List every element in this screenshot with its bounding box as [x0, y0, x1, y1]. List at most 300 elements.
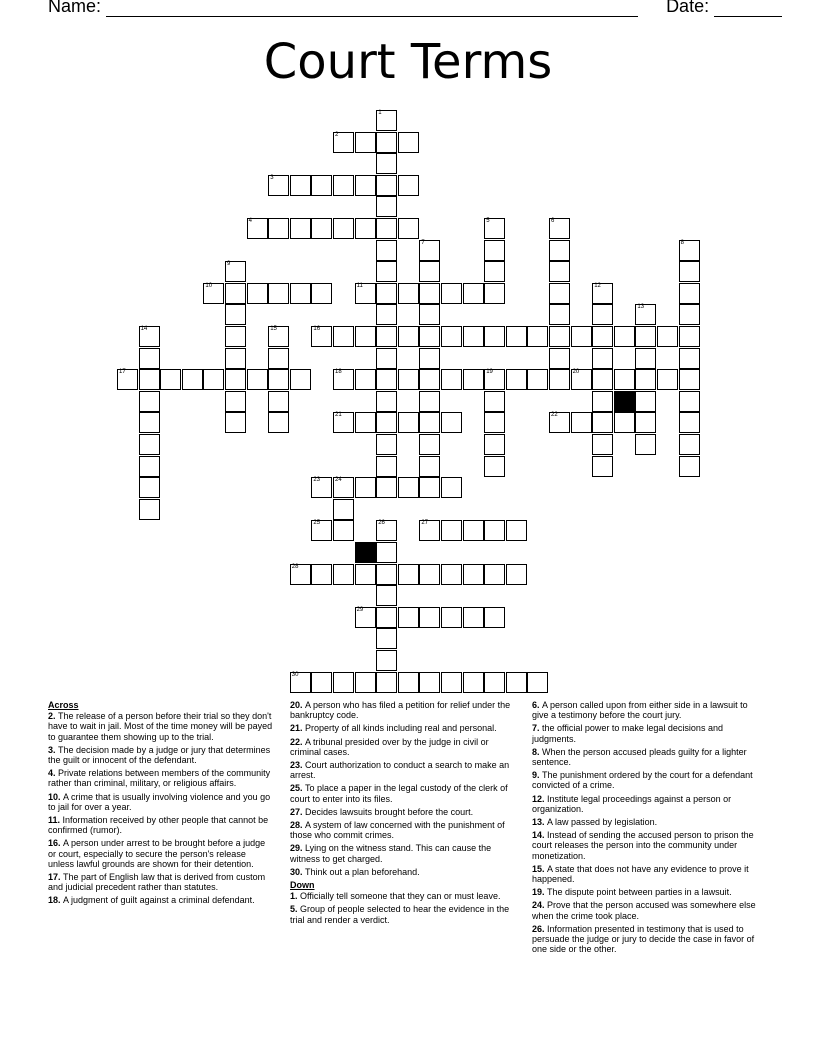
- clue-text: The dispute point between parties in a lawsuit.: [547, 887, 732, 898]
- grid-cell[interactable]: [592, 369, 613, 390]
- grid-cell[interactable]: [419, 240, 440, 261]
- grid-cell[interactable]: [225, 326, 246, 347]
- grid-cell[interactable]: [376, 304, 397, 325]
- clue-number: 6.: [532, 700, 543, 710]
- grid-cell[interactable]: [311, 520, 332, 541]
- grid-cell[interactable]: [333, 369, 354, 390]
- grid-cell[interactable]: [203, 283, 224, 304]
- name-label: Name:: [48, 0, 102, 16]
- down-clue: [532, 794, 764, 814]
- across-clue: [290, 723, 522, 733]
- grid-cell[interactable]: [679, 304, 700, 325]
- grid-cell[interactable]: [441, 283, 462, 304]
- grid-cell[interactable]: [355, 175, 376, 196]
- grid-cell[interactable]: [419, 326, 440, 347]
- grid-cell[interactable]: [441, 564, 462, 585]
- clue-number: 12.: [532, 793, 548, 804]
- across-clue: [290, 867, 522, 877]
- grid-cell[interactable]: [679, 240, 700, 261]
- clue-number: 18.: [48, 895, 64, 906]
- grid-cell[interactable]: [506, 326, 527, 347]
- clue-number: 22: [551, 412, 558, 419]
- grid-cell[interactable]: [355, 218, 376, 239]
- clue-number: 15.: [532, 863, 548, 874]
- grid-cell[interactable]: [355, 369, 376, 390]
- down-clue: [532, 817, 764, 827]
- grid-cell[interactable]: [333, 477, 354, 498]
- grid-cell[interactable]: [635, 434, 656, 455]
- clue-number: 27: [421, 520, 429, 527]
- grid-cell[interactable]: [355, 412, 376, 433]
- down-clue: [532, 924, 764, 955]
- black-cell: [614, 391, 635, 412]
- across-clue: [48, 711, 274, 742]
- grid-cell[interactable]: [484, 326, 505, 347]
- grid-cell[interactable]: [419, 434, 440, 455]
- grid-cell[interactable]: [376, 218, 397, 239]
- grid-cell[interactable]: [398, 607, 419, 628]
- down-clue: [290, 891, 522, 901]
- across-clue: [48, 895, 274, 905]
- grid-cell[interactable]: [463, 283, 484, 304]
- grid-cell[interactable]: [376, 520, 397, 541]
- clue-number: 6: [551, 218, 555, 224]
- grid-cell[interactable]: [484, 607, 505, 628]
- down-clue: [532, 723, 764, 743]
- clues-column-3: [532, 700, 764, 957]
- clue-number: 17: [119, 369, 126, 376]
- grid-cell[interactable]: [398, 218, 419, 239]
- grid-cell[interactable]: [311, 218, 332, 239]
- clue-number: 28: [291, 563, 299, 570]
- grid-cell[interactable]: [139, 412, 160, 433]
- clue-number: 17.: [48, 872, 64, 883]
- grid-cell[interactable]: [376, 196, 397, 217]
- clue-number: 25: [313, 520, 321, 527]
- grid-cell[interactable]: [679, 261, 700, 282]
- grid-cell[interactable]: [441, 607, 462, 628]
- across-clue: [48, 745, 274, 765]
- grid-cell[interactable]: [441, 412, 462, 433]
- grid-cell[interactable]: [376, 240, 397, 261]
- grid-cell[interactable]: [419, 304, 440, 325]
- grid-cell[interactable]: [419, 261, 440, 282]
- grid-cell[interactable]: [290, 564, 311, 585]
- clue-number: 2.: [48, 711, 59, 722]
- grid-cell[interactable]: [419, 607, 440, 628]
- grid-cell[interactable]: [376, 672, 397, 693]
- clue-number: 14: [140, 326, 148, 332]
- grid-cell[interactable]: [247, 218, 268, 239]
- grid-cell[interactable]: [441, 477, 462, 498]
- grid-cell[interactable]: [355, 564, 376, 585]
- across-clue: [48, 792, 274, 812]
- grid-cell[interactable]: [635, 391, 656, 412]
- clue-number: 30: [291, 671, 299, 678]
- clue-number: 19: [486, 369, 493, 376]
- grid-cell[interactable]: [419, 456, 440, 477]
- name-field[interactable]: [106, 0, 638, 17]
- grid-cell[interactable]: [679, 434, 700, 455]
- grid-cell[interactable]: [441, 369, 462, 390]
- grid-cell[interactable]: [376, 628, 397, 649]
- grid-cell[interactable]: [463, 369, 484, 390]
- grid-cell[interactable]: [463, 520, 484, 541]
- grid-cell[interactable]: [247, 283, 268, 304]
- grid-cell[interactable]: [376, 434, 397, 455]
- grid-cell[interactable]: [268, 326, 289, 347]
- across-clue: [48, 768, 274, 788]
- grid-cell[interactable]: [268, 175, 289, 196]
- grid-cell[interactable]: [679, 283, 700, 304]
- grid-cell[interactable]: [139, 456, 160, 477]
- grid-cell[interactable]: [398, 477, 419, 498]
- clue-number: 23.: [290, 760, 306, 771]
- grid-cell[interactable]: [506, 564, 527, 585]
- grid-cell[interactable]: [419, 369, 440, 390]
- clue-number: 24: [335, 477, 342, 484]
- grid-cell[interactable]: [592, 283, 613, 304]
- clue-number: 26: [378, 520, 385, 527]
- clue-number: 4: [248, 218, 252, 224]
- grid-cell[interactable]: [571, 412, 592, 433]
- grid-cell[interactable]: [419, 672, 440, 693]
- grid-cell[interactable]: [463, 607, 484, 628]
- grid-cell[interactable]: [247, 369, 268, 390]
- grid-cell[interactable]: [549, 240, 570, 261]
- grid-cell[interactable]: [139, 348, 160, 369]
- grid-cell[interactable]: [463, 564, 484, 585]
- grid-cell[interactable]: [463, 326, 484, 347]
- grid-cell[interactable]: [376, 391, 397, 412]
- grid-cell[interactable]: [225, 412, 246, 433]
- grid-cell[interactable]: [657, 326, 678, 347]
- grid-cell[interactable]: [419, 412, 440, 433]
- grid-cell[interactable]: [419, 477, 440, 498]
- grid-cell[interactable]: [679, 326, 700, 347]
- grid-cell[interactable]: [311, 175, 332, 196]
- grid-cell[interactable]: [311, 564, 332, 585]
- grid-cell[interactable]: [268, 283, 289, 304]
- grid-cell[interactable]: [635, 412, 656, 433]
- clue-text: A tribunal presided over by the judge in civil or criminal cases.: [290, 736, 489, 757]
- grid-cell[interactable]: [614, 326, 635, 347]
- grid-cell[interactable]: [182, 369, 203, 390]
- clue-number: 16.: [48, 838, 64, 849]
- grid-cell[interactable]: [376, 348, 397, 369]
- grid-cell[interactable]: [333, 499, 354, 520]
- grid-cell[interactable]: [355, 326, 376, 347]
- clue-number: 28.: [290, 820, 306, 831]
- across-clue: [290, 843, 522, 863]
- grid-cell[interactable]: [571, 326, 592, 347]
- grid-cell[interactable]: [139, 326, 160, 347]
- clue-number: 25.: [290, 783, 306, 794]
- grid-cell[interactable]: [679, 412, 700, 433]
- grid-cell[interactable]: [549, 261, 570, 282]
- down-clue: [532, 864, 764, 884]
- grid-cell[interactable]: [160, 369, 181, 390]
- grid-cell[interactable]: [376, 477, 397, 498]
- grid-cell[interactable]: [635, 304, 656, 325]
- grid-cell[interactable]: [225, 304, 246, 325]
- clue-number: 3.: [48, 744, 59, 755]
- grid-cell[interactable]: [549, 304, 570, 325]
- grid-cell[interactable]: [592, 456, 613, 477]
- clue-number: 10.: [48, 791, 64, 802]
- grid-cell[interactable]: [355, 283, 376, 304]
- down-heading: Down: [290, 880, 315, 891]
- clue-text: To place a paper in the legal custody of the clerk of court to enter into its files.: [290, 783, 508, 804]
- down-clue: [532, 900, 764, 920]
- down-clue: [532, 887, 764, 897]
- grid-cell[interactable]: [592, 348, 613, 369]
- grid-cell[interactable]: [527, 326, 548, 347]
- clue-text: Institute legal proceedings against a person or organization.: [532, 793, 732, 814]
- grid-cell[interactable]: [376, 153, 397, 174]
- grid-cell[interactable]: [139, 499, 160, 520]
- clue-text: Information received by other people that cannot be confirmed (rumor).: [48, 815, 269, 836]
- grid-cell[interactable]: [484, 672, 505, 693]
- grid-cell[interactable]: [139, 391, 160, 412]
- grid-cell[interactable]: [419, 520, 440, 541]
- grid-cell[interactable]: [484, 261, 505, 282]
- grid-cell[interactable]: [592, 434, 613, 455]
- grid-cell[interactable]: [679, 456, 700, 477]
- clue-number: 10: [205, 282, 213, 289]
- clue-number: 1.: [290, 891, 301, 902]
- grid-cell[interactable]: [506, 520, 527, 541]
- grid-cell[interactable]: [398, 412, 419, 433]
- down-clue: [532, 700, 764, 720]
- clue-number: 18: [335, 369, 342, 376]
- grid-cell[interactable]: [484, 369, 505, 390]
- grid-cell[interactable]: [484, 283, 505, 304]
- clues-column-2: [290, 700, 522, 928]
- clue-text: A person called upon from either side in a lawsuit to give a testimony before the court jury.: [532, 700, 748, 721]
- grid-cell[interactable]: [614, 369, 635, 390]
- grid-cell[interactable]: [549, 283, 570, 304]
- grid-cell[interactable]: [290, 283, 311, 304]
- down-clue: [290, 904, 522, 924]
- grid-cell[interactable]: [268, 348, 289, 369]
- grid-cell[interactable]: [139, 434, 160, 455]
- grid-cell[interactable]: [355, 132, 376, 153]
- grid-cell[interactable]: [225, 261, 246, 282]
- grid-cell[interactable]: [398, 326, 419, 347]
- grid-cell[interactable]: [333, 175, 354, 196]
- grid-cell[interactable]: [679, 391, 700, 412]
- grid-cell[interactable]: [398, 672, 419, 693]
- grid-cell[interactable]: [333, 132, 354, 153]
- grid-cell[interactable]: [419, 564, 440, 585]
- grid-cell[interactable]: [484, 391, 505, 412]
- grid-cell[interactable]: [333, 520, 354, 541]
- grid-cell[interactable]: [376, 585, 397, 606]
- grid-cell[interactable]: [376, 456, 397, 477]
- grid-cell[interactable]: [484, 434, 505, 455]
- grid-cell[interactable]: [484, 520, 505, 541]
- clue-number: 24.: [532, 900, 548, 911]
- clue-text: The release of a person before their trial so they don't have to wait in jail. Most of the time money will be payed to guarantee them showing up to the trial.: [48, 711, 273, 742]
- grid-cell[interactable]: [225, 391, 246, 412]
- grid-cell[interactable]: [484, 412, 505, 433]
- grid-cell[interactable]: [398, 132, 419, 153]
- clue-text: Group of people selected to hear the evidence in the trial and render a verdict.: [290, 904, 510, 925]
- grid-cell[interactable]: [398, 564, 419, 585]
- grid-cell[interactable]: [549, 369, 570, 390]
- clue-number: 16: [313, 326, 321, 332]
- grid-cell[interactable]: [506, 369, 527, 390]
- grid-cell[interactable]: [268, 412, 289, 433]
- grid-cell[interactable]: [635, 326, 656, 347]
- grid-cell[interactable]: [376, 110, 397, 131]
- grid-cell[interactable]: [549, 326, 570, 347]
- grid-cell[interactable]: [203, 369, 224, 390]
- grid-cell[interactable]: [268, 218, 289, 239]
- grid-cell[interactable]: [419, 391, 440, 412]
- grid-cell[interactable]: [398, 283, 419, 304]
- grid-cell[interactable]: [376, 607, 397, 628]
- clue-number: 12: [594, 282, 601, 289]
- grid-cell[interactable]: [376, 283, 397, 304]
- grid-cell[interactable]: [398, 369, 419, 390]
- clue-number: 9.: [532, 770, 543, 781]
- grid-cell[interactable]: [441, 672, 462, 693]
- grid-cell[interactable]: [376, 650, 397, 671]
- grid-cell[interactable]: [376, 412, 397, 433]
- clue-text: A crime that is usually involving violence and you go to jail for over a year.: [48, 791, 271, 812]
- grid-cell[interactable]: [333, 564, 354, 585]
- grid-cell[interactable]: [311, 283, 332, 304]
- grid-cell[interactable]: [376, 175, 397, 196]
- clue-text: The part of English law that is derived from custom and judicial precedent rather than statutes.: [48, 872, 266, 893]
- clues-column-1: [48, 700, 274, 909]
- grid-cell[interactable]: [527, 369, 548, 390]
- grid-cell[interactable]: [290, 369, 311, 390]
- clue-text: Lying on the witness stand. This can cause the witness to get charged.: [290, 843, 492, 864]
- grid-cell[interactable]: [592, 304, 613, 325]
- grid-cell[interactable]: [376, 326, 397, 347]
- grid-cell[interactable]: [635, 369, 656, 390]
- grid-cell[interactable]: [592, 412, 613, 433]
- clue-text: The decision made by a judge or jury that determines the guilt or innocent of the defendant.: [48, 744, 271, 766]
- clue-number: 5: [486, 218, 490, 224]
- clue-number: 3: [270, 174, 274, 181]
- grid-cell[interactable]: [571, 369, 592, 390]
- grid-cell[interactable]: [376, 369, 397, 390]
- date-label: Date:: [666, 0, 710, 16]
- clue-number: 9: [227, 261, 231, 268]
- grid-cell[interactable]: [376, 132, 397, 153]
- grid-cell[interactable]: [268, 391, 289, 412]
- grid-cell[interactable]: [225, 369, 246, 390]
- clue-text: The punishment ordered by the court for a defendant convicted of a crime.: [532, 770, 753, 791]
- clue-text: Court authorization to conduct a search to make an arrest.: [290, 760, 510, 781]
- clue-number: 5.: [290, 904, 301, 915]
- grid-cell[interactable]: [268, 369, 289, 390]
- clue-number: 1: [378, 110, 382, 116]
- grid-cell[interactable]: [333, 326, 354, 347]
- grid-cell[interactable]: [549, 348, 570, 369]
- grid-cell[interactable]: [484, 240, 505, 261]
- clue-text: A law passed by legislation.: [547, 817, 658, 828]
- grid-cell[interactable]: [225, 348, 246, 369]
- grid-cell[interactable]: [441, 326, 462, 347]
- grid-cell[interactable]: [139, 477, 160, 498]
- clue-text: Instead of sending the accused person to prison the court releases the person into the community under monetization.: [532, 830, 754, 861]
- clue-number: 26.: [532, 923, 548, 934]
- grid-cell[interactable]: [333, 218, 354, 239]
- grid-cell[interactable]: [549, 218, 570, 239]
- clue-number: 30.: [290, 866, 306, 877]
- grid-cell[interactable]: [441, 520, 462, 541]
- grid-cell[interactable]: [376, 261, 397, 282]
- across-clue: [290, 700, 522, 720]
- clue-text: A person who has filed a petition for relief under the bankruptcy code.: [290, 700, 511, 721]
- grid-cell[interactable]: [592, 391, 613, 412]
- grid-cell[interactable]: [657, 369, 678, 390]
- grid-cell[interactable]: [592, 326, 613, 347]
- grid-cell[interactable]: [398, 175, 419, 196]
- grid-cell[interactable]: [679, 369, 700, 390]
- clue-number: 20.: [290, 700, 306, 710]
- grid-cell[interactable]: [333, 672, 354, 693]
- grid-cell[interactable]: [527, 672, 548, 693]
- grid-cell[interactable]: [290, 175, 311, 196]
- grid-cell[interactable]: [311, 477, 332, 498]
- grid-cell[interactable]: [506, 672, 527, 693]
- clue-number: 2: [335, 131, 339, 138]
- grid-cell[interactable]: [549, 412, 570, 433]
- grid-cell[interactable]: [355, 477, 376, 498]
- grid-cell[interactable]: [225, 283, 246, 304]
- grid-cell[interactable]: [376, 564, 397, 585]
- grid-cell[interactable]: [290, 672, 311, 693]
- grid-cell[interactable]: [463, 672, 484, 693]
- grid-cell[interactable]: [484, 456, 505, 477]
- clue-text: Decides lawsuits brought before the court.: [305, 806, 474, 817]
- date-field[interactable]: [714, 0, 782, 17]
- across-clue: [290, 807, 522, 817]
- grid-cell[interactable]: [376, 542, 397, 563]
- clue-text: A system of law concerned with the punishment of those who commit crimes.: [290, 820, 505, 841]
- grid-cell[interactable]: [290, 218, 311, 239]
- grid-cell[interactable]: [484, 564, 505, 585]
- grid-cell[interactable]: [355, 607, 376, 628]
- clue-number: 11.: [48, 815, 63, 826]
- grid-cell[interactable]: [484, 218, 505, 239]
- clue-number: 11: [356, 282, 363, 289]
- grid-cell[interactable]: [311, 326, 332, 347]
- grid-cell[interactable]: [635, 348, 656, 369]
- grid-cell[interactable]: [139, 369, 160, 390]
- clue-number: 7.: [532, 723, 543, 734]
- grid-cell[interactable]: [117, 369, 138, 390]
- down-clue: [532, 747, 764, 767]
- grid-cell[interactable]: [355, 672, 376, 693]
- grid-cell[interactable]: [419, 348, 440, 369]
- clue-number: 8.: [532, 746, 543, 757]
- grid-cell[interactable]: [311, 672, 332, 693]
- clue-number: 15: [270, 326, 277, 332]
- grid-cell[interactable]: [419, 283, 440, 304]
- grid-cell[interactable]: [614, 412, 635, 433]
- grid-cell[interactable]: [333, 412, 354, 433]
- grid-cell[interactable]: [679, 348, 700, 369]
- clue-number: 8: [680, 239, 684, 246]
- clue-number: 22.: [290, 736, 306, 747]
